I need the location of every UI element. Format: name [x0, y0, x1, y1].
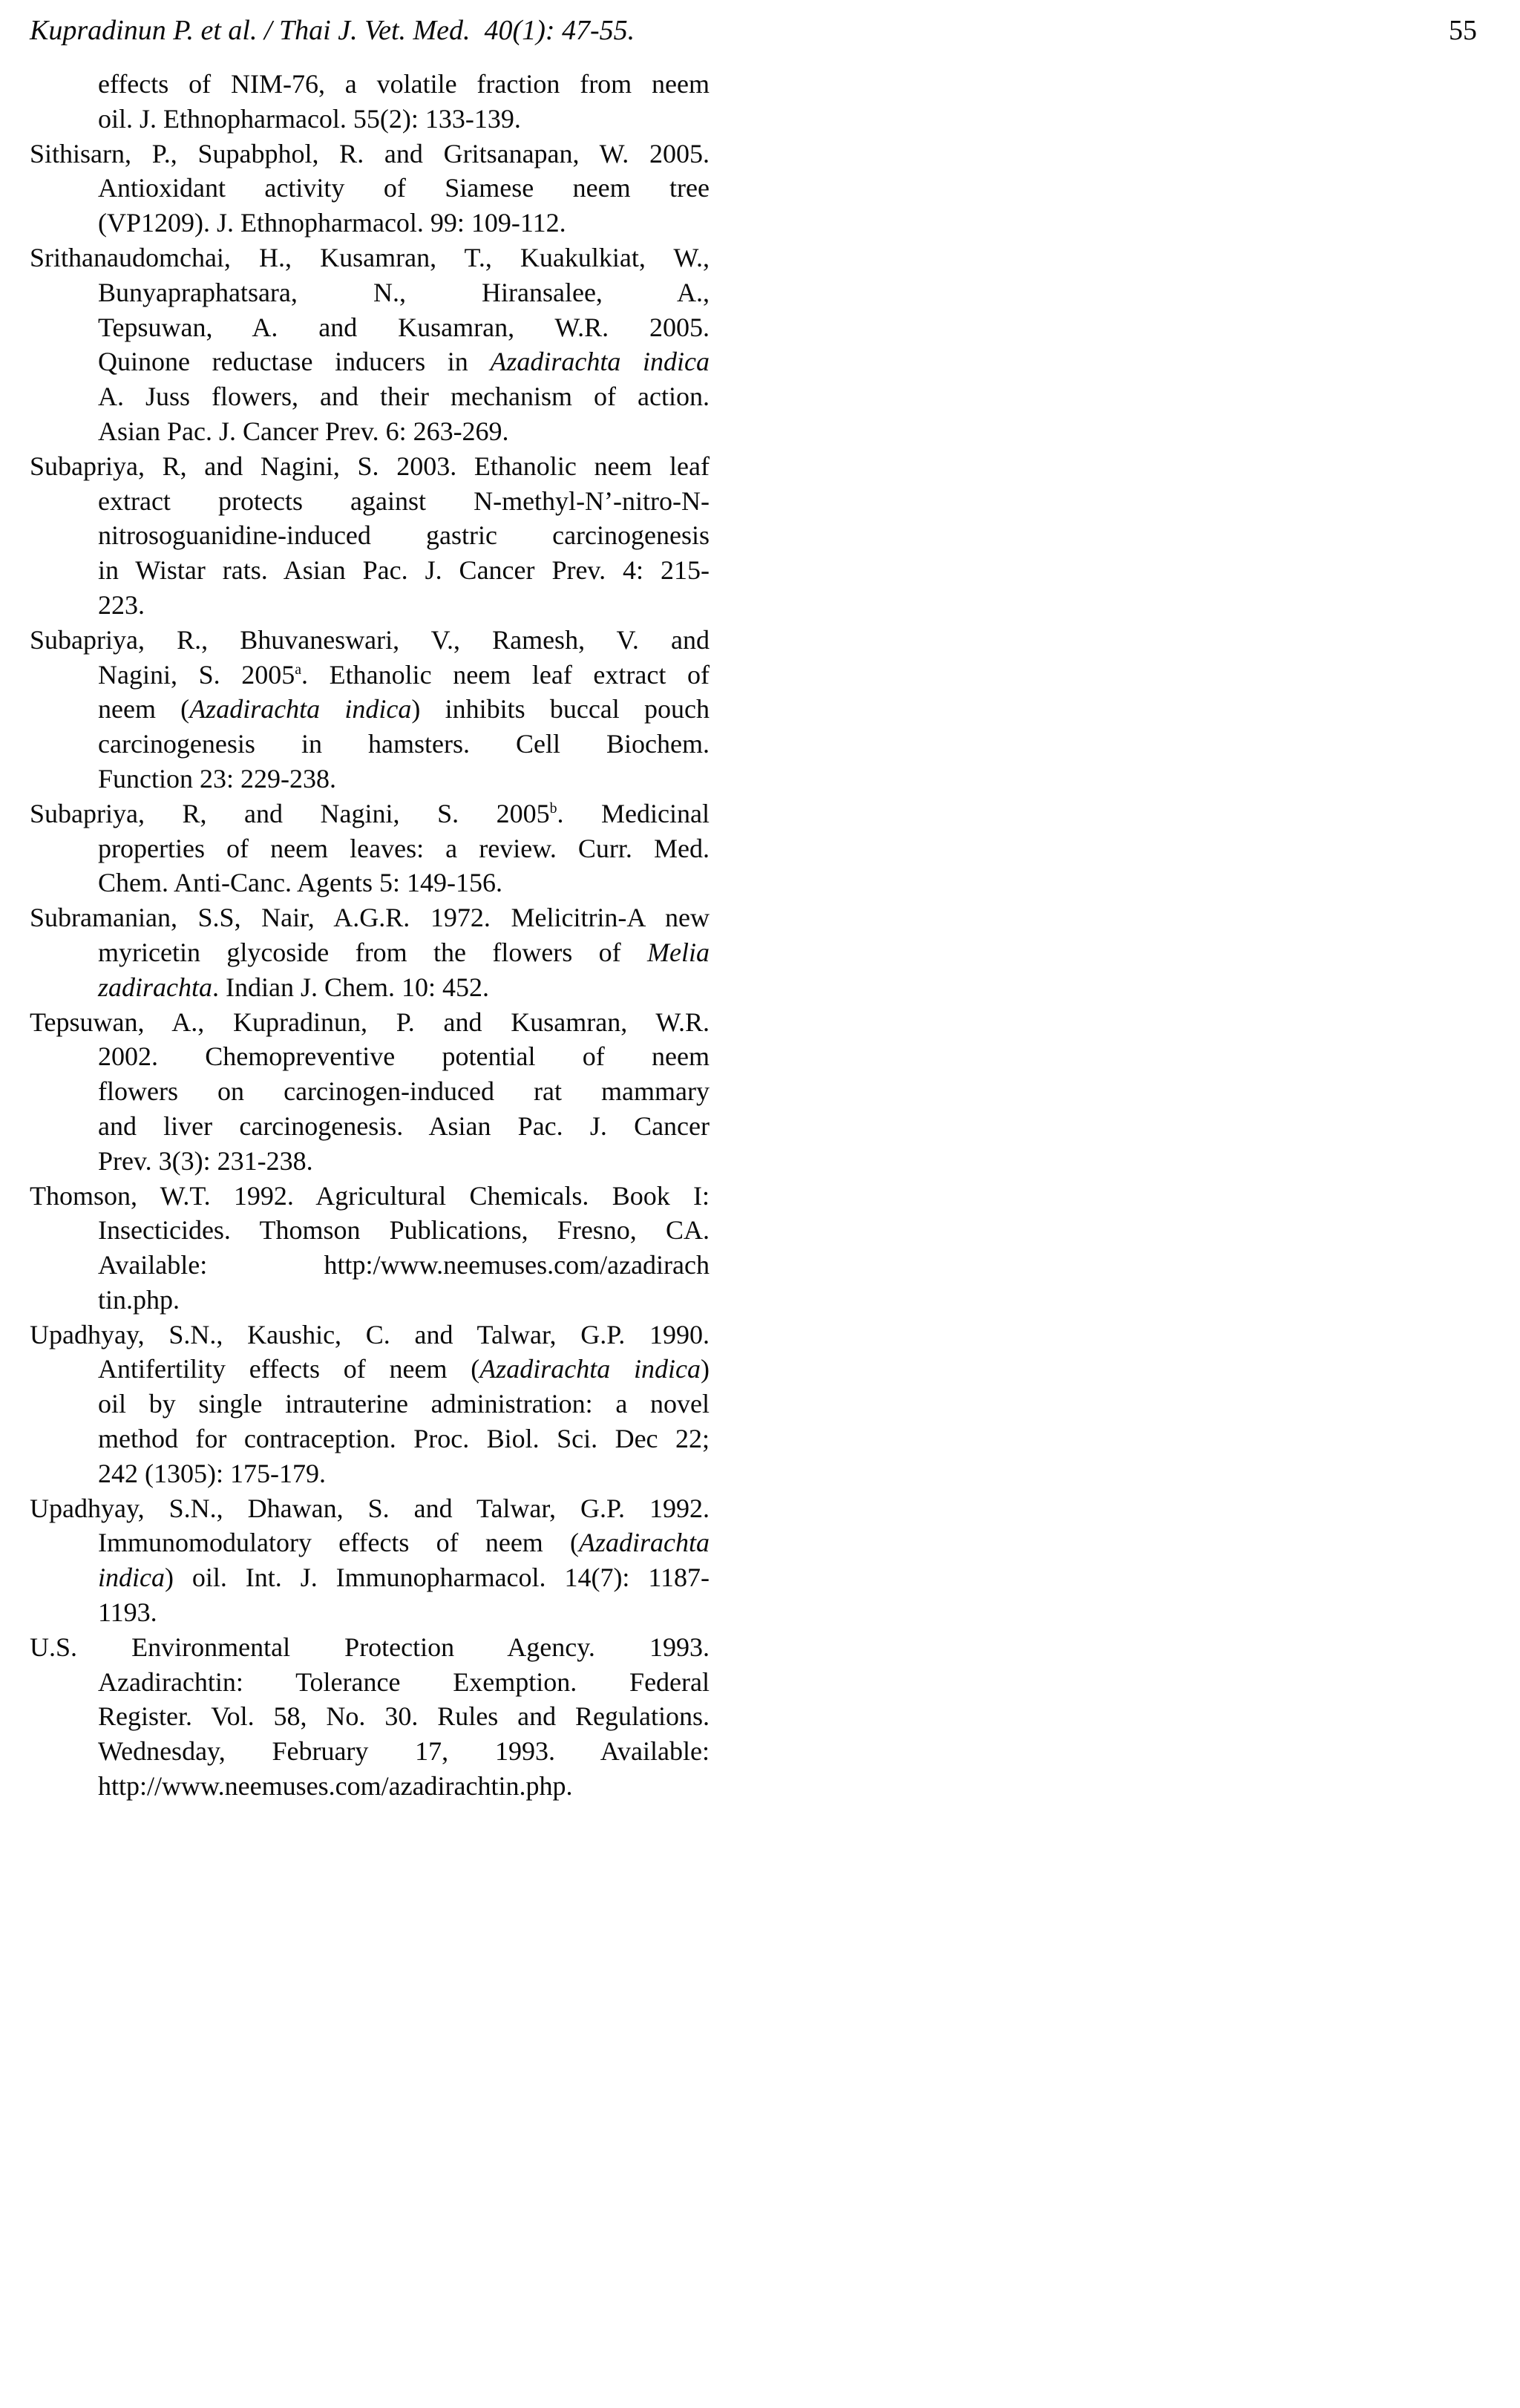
reference-entry — [30, 137, 710, 241]
page-header — [30, 13, 1477, 48]
reference-line — [30, 1525, 710, 1560]
reference-text-segment: method for contraception. Proc. Biol. Sci. Dec 22; — [98, 1424, 710, 1454]
reference-line — [30, 1283, 710, 1318]
reference-text-segment: b — [549, 799, 557, 817]
reference-line — [30, 727, 710, 762]
reference-line — [30, 379, 710, 414]
reference-text-segment: Azadirachtin: Tolerance Exemption. Federal — [98, 1666, 710, 1697]
reference-text-segment: Quinone reductase inducers in — [98, 347, 491, 377]
reference-text-segment: properties of neem leaves: a review. Curr. Med. — [98, 833, 710, 863]
reference-line — [30, 1144, 710, 1179]
reference-text-segment: in Wistar rats. Asian Pac. J. Cancer Prev. 4: 215- — [98, 555, 710, 586]
reference-line — [30, 1665, 710, 1700]
reference-text-segment: Function 23: 229-238. — [98, 763, 336, 794]
reference-text-segment: Subapriya, R., Bhuvaneswari, V., Ramesh, V. and — [30, 624, 710, 655]
reference-text-segment: ) oil. Int. J. Immunopharmacol. 14(7): 1187- — [164, 1563, 710, 1593]
reference-entry — [30, 1318, 710, 1491]
reference-line — [30, 1074, 710, 1109]
reference-line — [30, 171, 710, 206]
reference-text-segment: Subapriya, R, and Nagini, S. 2003. Ethanolic neem leaf — [30, 451, 710, 481]
reference-text-segment: Azadirachta indica — [189, 694, 412, 724]
reference-text-segment: 223. — [98, 589, 145, 620]
reference-line — [30, 1318, 710, 1352]
reference-line — [30, 1595, 710, 1630]
reference-line — [30, 1630, 710, 1665]
reference-text-segment: Upadhyay, S.N., Kaushic, C. and Talwar, G.P. 1990. — [30, 1319, 710, 1349]
reference-entry — [30, 1179, 710, 1318]
reference-text-segment: Tepsuwan, A., Kupradinun, P. and Kusamran, W.R. — [30, 1007, 710, 1037]
reference-line — [30, 796, 710, 831]
reference-text-segment: U.S. Environmental Protection Agency. 1993. — [30, 1632, 710, 1662]
reference-text-segment: ) inhibits buccal pouch — [411, 694, 710, 724]
reference-line — [30, 67, 710, 102]
reference-line — [30, 102, 710, 137]
reference-line — [30, 623, 710, 658]
reference-text-segment: nitrosoguanidine-induced gastric carcinogenesis — [98, 520, 710, 551]
reference-text-segment: . Medicinal — [557, 798, 710, 828]
reference-line — [30, 1387, 710, 1421]
reference-line — [30, 1109, 710, 1144]
reference-line — [30, 1769, 710, 1804]
reference-text-segment: Sithisarn, P., Supabphol, R. and Gritsanapan, W. 2005. — [30, 138, 710, 169]
reference-text-segment: http://www.neemuses.com/azadirachtin.php. — [98, 1771, 573, 1802]
reference-text-segment: (VP1209). J. Ethnopharmacol. 99: 109-112. — [98, 208, 566, 238]
reference-text-segment: tin.php. — [98, 1284, 180, 1315]
reference-text-segment: Subramanian, S.S, Nair, A.G.R. 1972. Melicitrin-A new — [30, 903, 710, 933]
reference-text-segment: Upadhyay, S.N., Dhawan, S. and Talwar, G.P. 1992. — [30, 1493, 710, 1523]
reference-line — [30, 449, 710, 484]
reference-text-segment: Azadirachta indica — [479, 1354, 701, 1384]
reference-text-segment: . Indian J. Chem. 10: 452. — [212, 972, 489, 1002]
reference-line — [30, 935, 710, 970]
reference-line — [30, 344, 710, 379]
reference-line — [30, 762, 710, 796]
reference-text-segment: 1193. — [98, 1597, 157, 1628]
reference-entry — [30, 900, 710, 1004]
reference-line — [30, 588, 710, 623]
reference-line — [30, 1421, 710, 1456]
reference-line — [30, 1352, 710, 1387]
running-header: Kupradinun P. et al. / Thai J. Vet. Med. 40(1): 47-55. — [30, 15, 635, 46]
reference-line — [30, 1560, 710, 1595]
reference-line — [30, 1213, 710, 1248]
reference-text-segment: neem ( — [98, 694, 190, 724]
reference-text-segment: Thomson, W.T. 1992. Agricultural Chemicals. Book I: — [30, 1180, 710, 1211]
reference-text-segment: Asian Pac. J. Cancer Prev. 6: 263-269. — [98, 416, 509, 446]
reference-text-segment: oil by single intrauterine administration: a novel — [98, 1389, 710, 1419]
reference-text-segment: flowers on carcinogen-induced rat mammary — [98, 1076, 710, 1107]
reference-text-segment: a — [295, 661, 302, 678]
reference-text-segment: ) — [701, 1354, 710, 1384]
reference-line — [30, 275, 710, 310]
reference-line — [30, 970, 710, 1005]
reference-entry — [30, 241, 710, 449]
reference-text-segment: Chem. Anti-Canc. Agents 5: 149-156. — [98, 868, 502, 898]
reference-text-segment: extract protects against N-methyl-N’-nitro-N- — [98, 485, 710, 516]
reference-text-segment: 242 (1305): 175-179. — [98, 1458, 326, 1488]
reference-text-segment: Tepsuwan, A. and Kusamran, W.R. 2005. — [98, 312, 710, 342]
reference-line — [30, 553, 710, 588]
reference-text-segment: Melia — [647, 937, 710, 967]
reference-text-segment: Wednesday, February 17, 1993. Available: — [98, 1736, 710, 1767]
reference-text-segment: Insecticides. Thomson Publications, Fresno, CA. — [98, 1215, 710, 1246]
reference-entry — [30, 67, 710, 137]
reference-line — [30, 137, 710, 171]
reference-text-segment: Nagini, S. 2005 — [98, 659, 295, 690]
reference-entry — [30, 1630, 710, 1804]
reference-list — [30, 67, 710, 1804]
reference-text-segment: Bunyapraphatsara, N., Hiransalee, A., — [98, 277, 710, 307]
reference-text-segment: myricetin glycoside from the flowers of — [98, 937, 648, 967]
reference-line — [30, 1179, 710, 1214]
reference-text-segment: Srithanaudomchai, H., Kusamran, T., Kuakulkiat, W., — [30, 242, 710, 272]
reference-text-segment: Antifertility effects of neem ( — [98, 1354, 480, 1384]
reference-text-segment: Available: http:/www.neemuses.com/azadirach — [98, 1250, 710, 1280]
reference-line — [30, 1005, 710, 1040]
reference-line — [30, 658, 710, 693]
reference-entry — [30, 1005, 710, 1179]
reference-entry — [30, 623, 710, 796]
reference-text-segment: Azadirachta — [579, 1528, 710, 1558]
reference-line — [30, 1699, 710, 1734]
reference-line — [30, 831, 710, 866]
reference-line — [30, 1248, 710, 1283]
reference-text-segment: . Ethanolic neem leaf extract of — [301, 659, 710, 690]
reference-line — [30, 1039, 710, 1074]
reference-text-segment: Azadirachta indica — [490, 347, 710, 377]
reference-text-segment: Antioxidant activity of Siamese neem tree — [98, 173, 710, 203]
reference-line — [30, 900, 710, 935]
reference-line — [30, 866, 710, 900]
reference-line — [30, 1456, 710, 1491]
reference-line — [30, 1734, 710, 1769]
reference-line — [30, 310, 710, 345]
reference-text-segment: carcinogenesis in hamsters. Cell Biochem. — [98, 729, 710, 759]
reference-text-segment: Register. Vol. 58, No. 30. Rules and Regulations. — [98, 1701, 710, 1732]
reference-line — [30, 484, 710, 519]
reference-entry — [30, 449, 710, 623]
reference-entry — [30, 796, 710, 900]
reference-text-segment: effects of NIM-76, a volatile fraction from neem — [98, 69, 710, 99]
reference-line — [30, 692, 710, 727]
reference-line — [30, 414, 710, 449]
reference-text-segment: Immunomodulatory effects of neem ( — [98, 1528, 579, 1558]
reference-line — [30, 1491, 710, 1526]
reference-line — [30, 518, 710, 553]
reference-text-segment: Subapriya, R, and Nagini, S. 2005 — [30, 798, 550, 828]
reference-text-segment: oil. J. Ethnopharmacol. 55(2): 133-139. — [98, 103, 521, 134]
page-number: 55 — [1449, 15, 1477, 46]
reference-text-segment: 2002. Chemopreventive potential of neem — [98, 1041, 710, 1072]
reference-text-segment: A. Juss flowers, and their mechanism of action. — [98, 382, 710, 412]
reference-text-segment: and liver carcinogenesis. Asian Pac. J. Cancer — [98, 1110, 710, 1141]
reference-line — [30, 241, 710, 275]
reference-text-segment: indica — [98, 1563, 165, 1593]
reference-text-segment: Prev. 3(3): 231-238. — [98, 1145, 313, 1176]
reference-text-segment: zadirachta — [98, 972, 213, 1002]
reference-line — [30, 206, 710, 241]
reference-entry — [30, 1491, 710, 1630]
